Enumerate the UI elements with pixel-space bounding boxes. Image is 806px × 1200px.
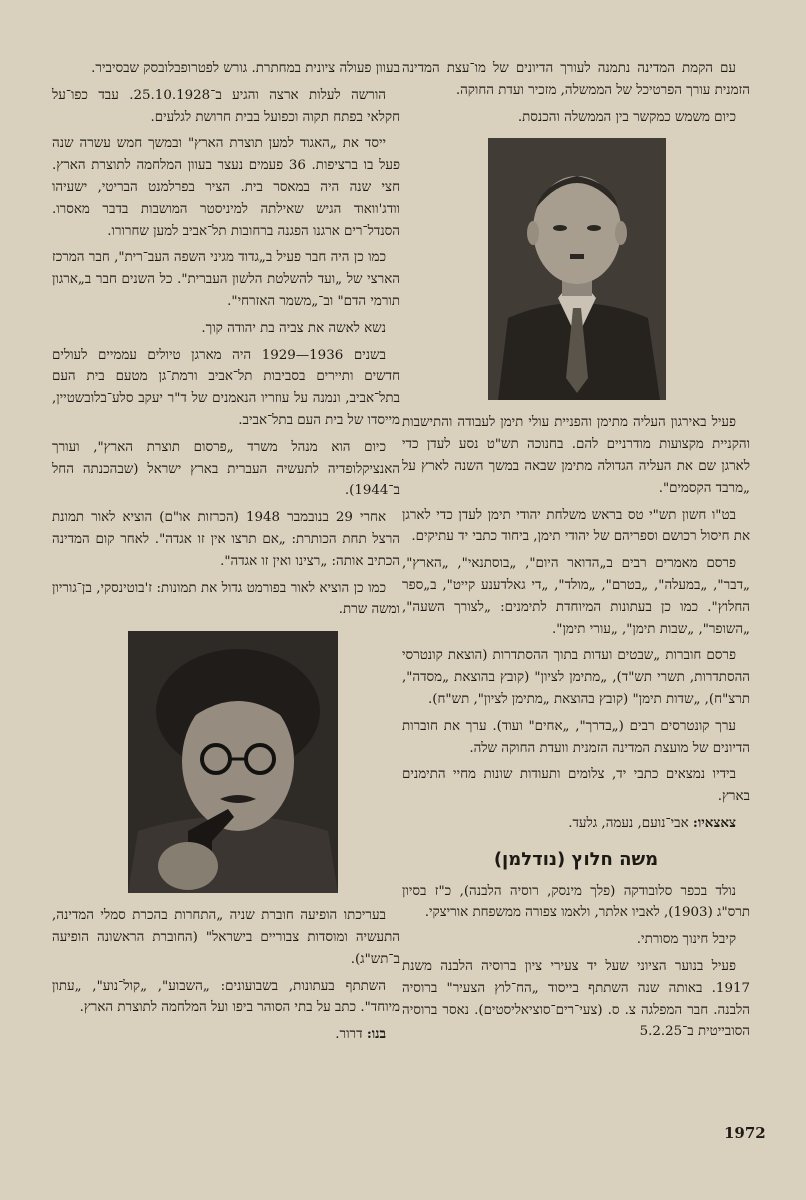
descendants-label: צאצאיו: (692, 814, 736, 831)
paragraph: נולד בכפר סלובודקה (פלך מינסק, רוסיה הלבנה), כ"ז בסיון תרס"ג (1903), לאביו אלתר, ולאמו צפורה ממשפחת אוריצקי. (402, 883, 750, 921)
portrait-1-image (488, 138, 666, 400)
paragraph: כיום הוא מנהל משרד „פרסום תוצרת הארץ", ועורך האנציקלופדיה לתעשיה העברית בארץ ישראל (שבהכנתה החל ב־1944). (52, 439, 400, 499)
portrait-photo-1 (488, 138, 666, 400)
left-column (52, 58, 400, 1051)
paragraph: פרסם חוברות „שבטים ועדות בתוך ההסתדרות (הוצאת קונטרסי ההסתדרות, תשרי תש"ד), „מתימן לציון" (קובץ בהוצאת „מסדה", תרצ"ח), „שדות תימן" (קובץ בהוצאת „מתימן לציון", תש"ח). (402, 648, 750, 707)
sons-label: בנו: (366, 1026, 386, 1043)
portrait-2-image (128, 631, 338, 893)
paragraph: פרסם מאמרים רבים ב„הדואר היום", „בוסתנאי", „הארץ", „דבר", „במעלה", „בטרם", „מולד", „די גאלדענע קייט", ב„ספר החלוץ". כמו כן בעתונות המיוחדת לתימנים: „לצורך השעה", „השופר", „שבות תימן", „עורי תימן". (402, 556, 750, 637)
paragraph: בעוון פעולה ציונית במחתרת. גורש לפטרופבלובסק שבסיביר. (91, 61, 400, 76)
paragraph: בעריכתו הופיעה חוברת שניה „התחרות בהכרת סמלי המדינה, התעשיה ומוסדות צבוריים בישראל" (החוברת הראשונה הופיעה ב־תש"ג). (52, 908, 400, 967)
paragraph: נשא לאשה את צביה בת יהודה קוך. (201, 320, 386, 336)
paragraph: כיום משמש כמקשר בין הממשלה והכנסת. (517, 109, 736, 125)
page-number: 1972 (724, 1124, 766, 1142)
paragraph: פעיל בנוער הציוני שעל יד צעירי ציון ברוסיה הלבנה משנת 1917. באותה שנה השתתף בייסוד „הח־לוץ הצעיר" ברוסיה הלבנה. חבר המפלגה צ. ס. (צעי־רים־סוציאליסטים). נאסר ברוסיה הסובייטית ב־5.2.25 (402, 958, 750, 1040)
paragraph: בט"ו חשון תש"י טס בראש משלחת יהודי תימן לעדן כדי לארגן את חיסול רכושם וספריהם של יהודי תימן, ביחוד כתבי יד עתיקים. (402, 507, 750, 545)
sons-line (52, 1024, 400, 1046)
paragraph: הורשה לעלות ארצה והגיע ב־25.10.1928. עבד כפו־על חקלאי בפתח תקוה וכפועל בבית חרושת לגלעים. (52, 87, 400, 125)
paragraph: קיבל חינוך מסורתי. (636, 932, 736, 948)
paragraph: בידיו נמצאים כתבי יד, צלומים ותעודות שונות מחיי התימנים בארץ. (402, 767, 750, 805)
paragraph: השתתף בעתונות, בשבועונים: „השבוע", „קול־נוע", „עתון מיוחד". כתב על בתי הסוהר ביפו ועל המלחמה לתוצרת הארץ. (52, 978, 400, 1016)
descendants-line (402, 813, 750, 835)
paragraph: כמו כן הוציא לאור בפורמט גדול את תמונות: ז'בוטינסקי, בן־גוריון ומשה שרת. (52, 580, 400, 618)
paragraph: ייסד את „האגוד למען תוצרת הארץ" ובמשך חמש עשרה שנה פעל בו ברציפות. 36 פעמים נעצר בעוון המלחמה לתוצרת הארץ. חצי שנה היה במאסר בית. הציר בפרלמנט הבריטי, ישעיהו וודג'וואוד הגיש שאילתה למיניסטר המושבות בדבר מאסרו. הסנדל־רים ארגנו הפגנה ברחובות תל־אביב למען שחרורו. (52, 136, 400, 239)
paragraph: פעיל באירגון העליה מתימן והפניית עולי תימן לעבודה והתישבות והקניית מקצועות מודרניים להם. בחנוכה תש"ט נסע לעדן כדי לארגן שם את העליה הגדולה מתימן שבאה במשך השנה לארץ על „מרבד הקסמים". (402, 415, 750, 496)
portrait-photo-2 (128, 631, 338, 893)
paragraph: אחרי 29 בנובמבר 1948 (הכרזות או"ם) הוציא לאור תמונת הרצל תחת הכותרת: „אם תרצו אין זו אגדה". לאחר קום המדינה הכתיב אותה: „רצינו ואין זו אגדה". (52, 510, 400, 569)
sons-value: דרור. (335, 1027, 363, 1043)
paragraph: ערך קונטרסים רבים („בדרך", „אחים" ועוד). ערך את חוברות הדיונים של מועצת המדינה הזמנית וועדת החוקה שלה. (402, 718, 750, 756)
paragraph: כמו כן היה חבר פעיל ב„גדוד מגיני השפה העב־רית", חבר המרכז הארצי של „ועד להשלטת הלשון העברית". כל השנים חבר ב„ארגון תורמי הדם" וב־„משמר האזרחי". (52, 250, 400, 309)
right-column (402, 58, 750, 1048)
paragraph: בשנים 1936—1929 היה מארגן טיולים עממיים לעולים חדשים ותיירים בסביבות תל־אביב ורמת־גן מטעם בית העם בתל־אביב, ונמנה על עוזריו הנאמנים של ד"ר יעקב סלע־בלובשטיין, מייסדו של בית העם בתל־אביב. (52, 347, 400, 428)
paragraph: עם הקמת המדינה נתמנה לעורך הדיונים של מו־עצת המדינה הזמנית עורך הפרטיכל של הממשלה, מזכיר ועדת החוקה. (402, 61, 750, 98)
entry-heading: משה חלוץ (נודלמן) (493, 848, 659, 870)
descendants-value: אבי־נועם, נעמה, גלעד. (568, 815, 689, 831)
